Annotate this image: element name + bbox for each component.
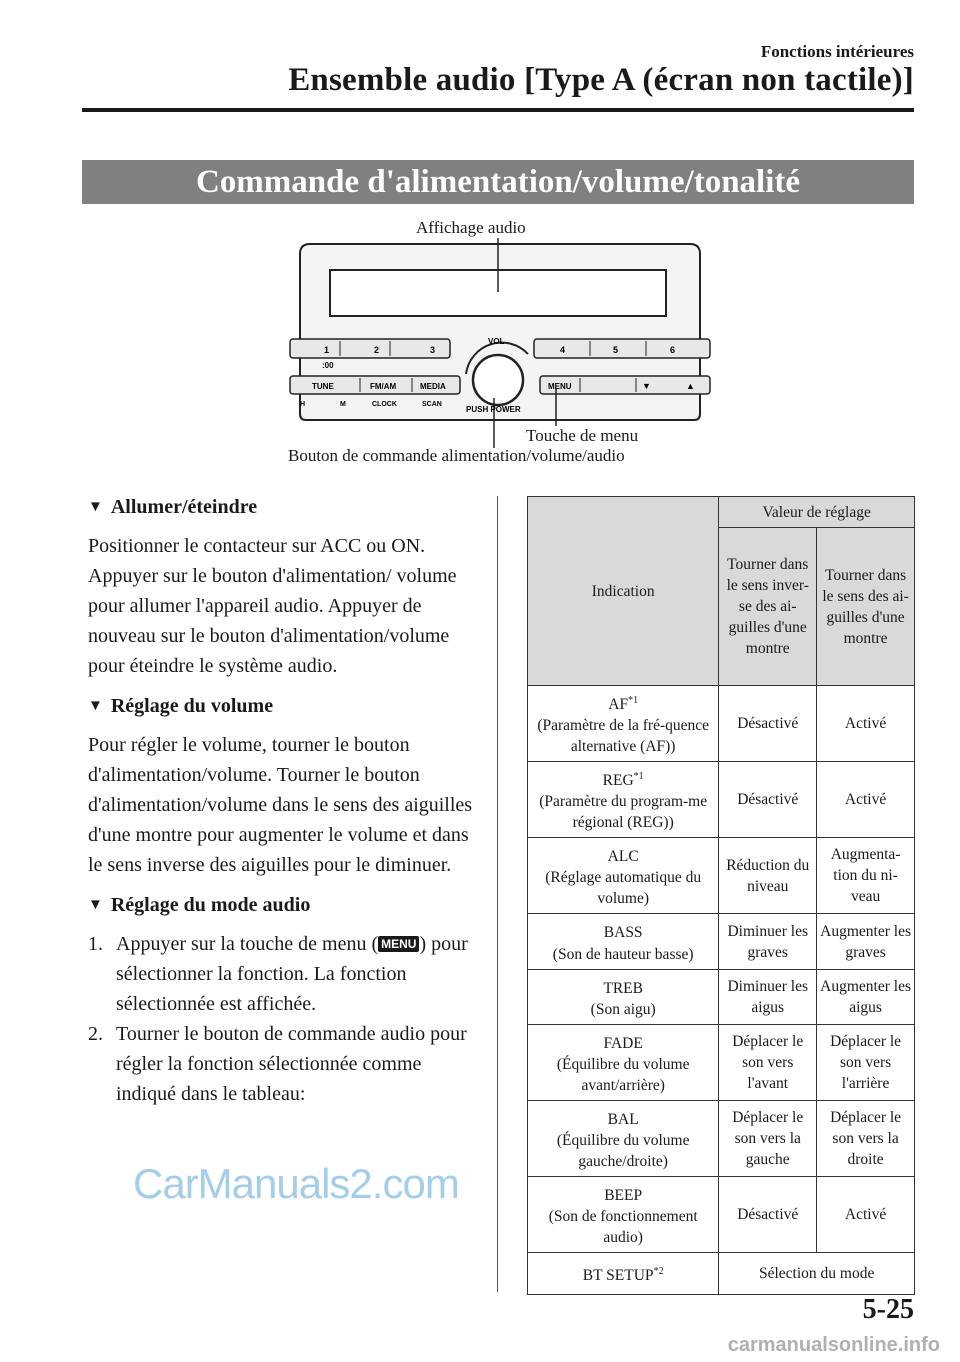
section-banner: Commande d'alimentation/volume/tonalité xyxy=(82,160,914,204)
header-cw: Tourner dans le sens des ai-guilles d'une montre xyxy=(817,528,915,686)
callout-display: Affichage audio xyxy=(416,218,526,237)
preset-3-label: 3 xyxy=(430,345,436,355)
left-column xyxy=(88,496,478,1109)
table-cell: Activé xyxy=(817,1177,915,1253)
m-label: M xyxy=(340,401,346,408)
table-cell: Désactivé xyxy=(719,686,817,762)
section-heading-power: ▼ Allumer/éteindre xyxy=(88,496,258,518)
step-1: 1. Appuyer sur la touche de menu ( MENU ) pour sélectionner la fonction. La fonction sélectionnée est affichée. xyxy=(88,933,468,1015)
table-row xyxy=(528,838,915,914)
triangle-bullet-icon: ▼ xyxy=(88,698,103,714)
table-cell: Désactivé xyxy=(719,762,817,838)
table-cell: Déplacer le son vers la gauche xyxy=(719,1100,817,1176)
preset-5-label: 5 xyxy=(613,345,619,355)
table-cell: Augmenter les graves xyxy=(817,914,915,969)
preset-6-label: 6 xyxy=(670,345,676,355)
table-cell: Déplacer le son vers la droite xyxy=(817,1100,915,1176)
audio-unit-figure xyxy=(270,214,730,474)
table-cell: Augmenter les aigus xyxy=(817,969,915,1024)
table-cell: Activé xyxy=(817,686,915,762)
preset-1-label: 1 xyxy=(324,345,330,355)
table-row xyxy=(528,686,915,762)
audio-unit-drawing xyxy=(270,214,730,474)
clock-label: CLOCK xyxy=(372,401,397,408)
table-cell: Déplacer le son vers l'avant xyxy=(719,1024,817,1100)
table-cell: Diminuer les aigus xyxy=(719,969,817,1024)
triangle-bullet-icon: ▼ xyxy=(88,499,103,515)
table-cell: Désactivé xyxy=(719,1177,817,1253)
volume-paragraph: Pour régler le volume, tourner le bouton d'alimentation/volume. Tourner le bouton d'alimentation/volume dans le sens des aiguilles d'une montre pour augmenter le volume et dans le sens inverse des aiguilles pour le diminuer. xyxy=(88,734,473,876)
table-row-label: FADE (Équilibre du volume avant/arrière) xyxy=(528,1024,719,1100)
table-cell: Augmenta-tion du ni-veau xyxy=(817,838,915,914)
h-label: H xyxy=(300,401,306,408)
section-label: Fonctions intérieures xyxy=(760,42,914,61)
table-row xyxy=(528,1100,915,1176)
menu-key-icon: MENU xyxy=(378,936,419,952)
table-cell: Activé xyxy=(817,762,915,838)
power-paragraph: Positionner le contacteur sur ACC ou ON. Appuyer sur le bouton d'alimentation/ volume pour allumer l'appareil audio. Appuyer de nouveau sur le bouton d'alimentation/volume pour éteindre le système audio. xyxy=(88,535,457,677)
push-power-label: PUSH POWER xyxy=(466,405,521,414)
preset-2-label: 2 xyxy=(374,345,380,355)
header-divider xyxy=(82,108,914,112)
table-row xyxy=(528,762,915,838)
table-row-label: BAL (Équilibre du volume gauche/droite) xyxy=(528,1100,719,1176)
header-indication: Indication xyxy=(528,497,719,686)
callout-knob: Bouton de commande alimentation/volume/audio xyxy=(288,446,625,465)
table-row xyxy=(528,1024,915,1100)
site-footer: carmanualsonline.info xyxy=(727,1334,940,1356)
down-arrow-icon: ▼ xyxy=(642,381,651,391)
fmam-label: FM/AM xyxy=(370,382,397,391)
table-row-label: BASS (Son de hauteur basse) xyxy=(528,914,719,969)
table-cell: Diminuer les graves xyxy=(719,914,817,969)
vol-label: VOL xyxy=(488,337,505,346)
preset-4-label: 4 xyxy=(560,345,566,355)
section-heading-audio-mode: ▼ Réglage du mode audio xyxy=(88,894,311,916)
up-arrow-icon: ▲ xyxy=(686,381,695,391)
tune-label: TUNE xyxy=(312,382,334,391)
scan-label: SCAN xyxy=(422,401,442,408)
clock-colon-label: :00 xyxy=(322,361,334,370)
table-cell: Déplacer le son vers l'arrière xyxy=(817,1024,915,1100)
watermark: CarManuals2.com xyxy=(133,1160,459,1207)
page-title: Ensemble audio [Type A (écran non tactile)] xyxy=(288,62,914,98)
header-ccw: Tourner dans le sens inver-se des ai-guilles d'une montre xyxy=(719,528,817,686)
table-row xyxy=(528,1177,915,1253)
step-2: 2. Tourner le bouton de commande audio pour régler la fonction sélectionnée comme indiqué dans le tableau: xyxy=(88,1023,467,1105)
table-row-label: BEEP (Son de fonctionnement audio) xyxy=(528,1177,719,1253)
table-row-label: REG$^{*1}$ (Paramètre du program-me régional (REG)) xyxy=(528,762,719,838)
table-row-label: ALC (Réglage automatique du volume) xyxy=(528,838,719,914)
settings-table xyxy=(527,496,915,1295)
page-number: 5-25 xyxy=(862,1294,914,1325)
table-row-label: TREB (Son aigu) xyxy=(528,969,719,1024)
section-heading-volume: ▼ Réglage du volume xyxy=(88,695,274,717)
table-row xyxy=(528,969,915,1024)
table-row-label: AF$^{*1}$ (Paramètre de la fré-quence alternative (AF)) xyxy=(528,686,719,762)
column-divider xyxy=(497,496,498,1292)
callout-menu: Touche de menu xyxy=(526,426,639,445)
table-row-label: BT SETUP$^{*2}$ xyxy=(528,1253,719,1295)
table-row xyxy=(528,914,915,969)
triangle-bullet-icon: ▼ xyxy=(88,897,103,913)
media-label: MEDIA xyxy=(420,382,446,391)
menu-key-label: MENU xyxy=(548,382,572,391)
header-value: Valeur de réglage xyxy=(719,497,915,528)
table-cell: Sélection du mode xyxy=(719,1253,915,1295)
table-cell: Réduction du niveau xyxy=(719,838,817,914)
